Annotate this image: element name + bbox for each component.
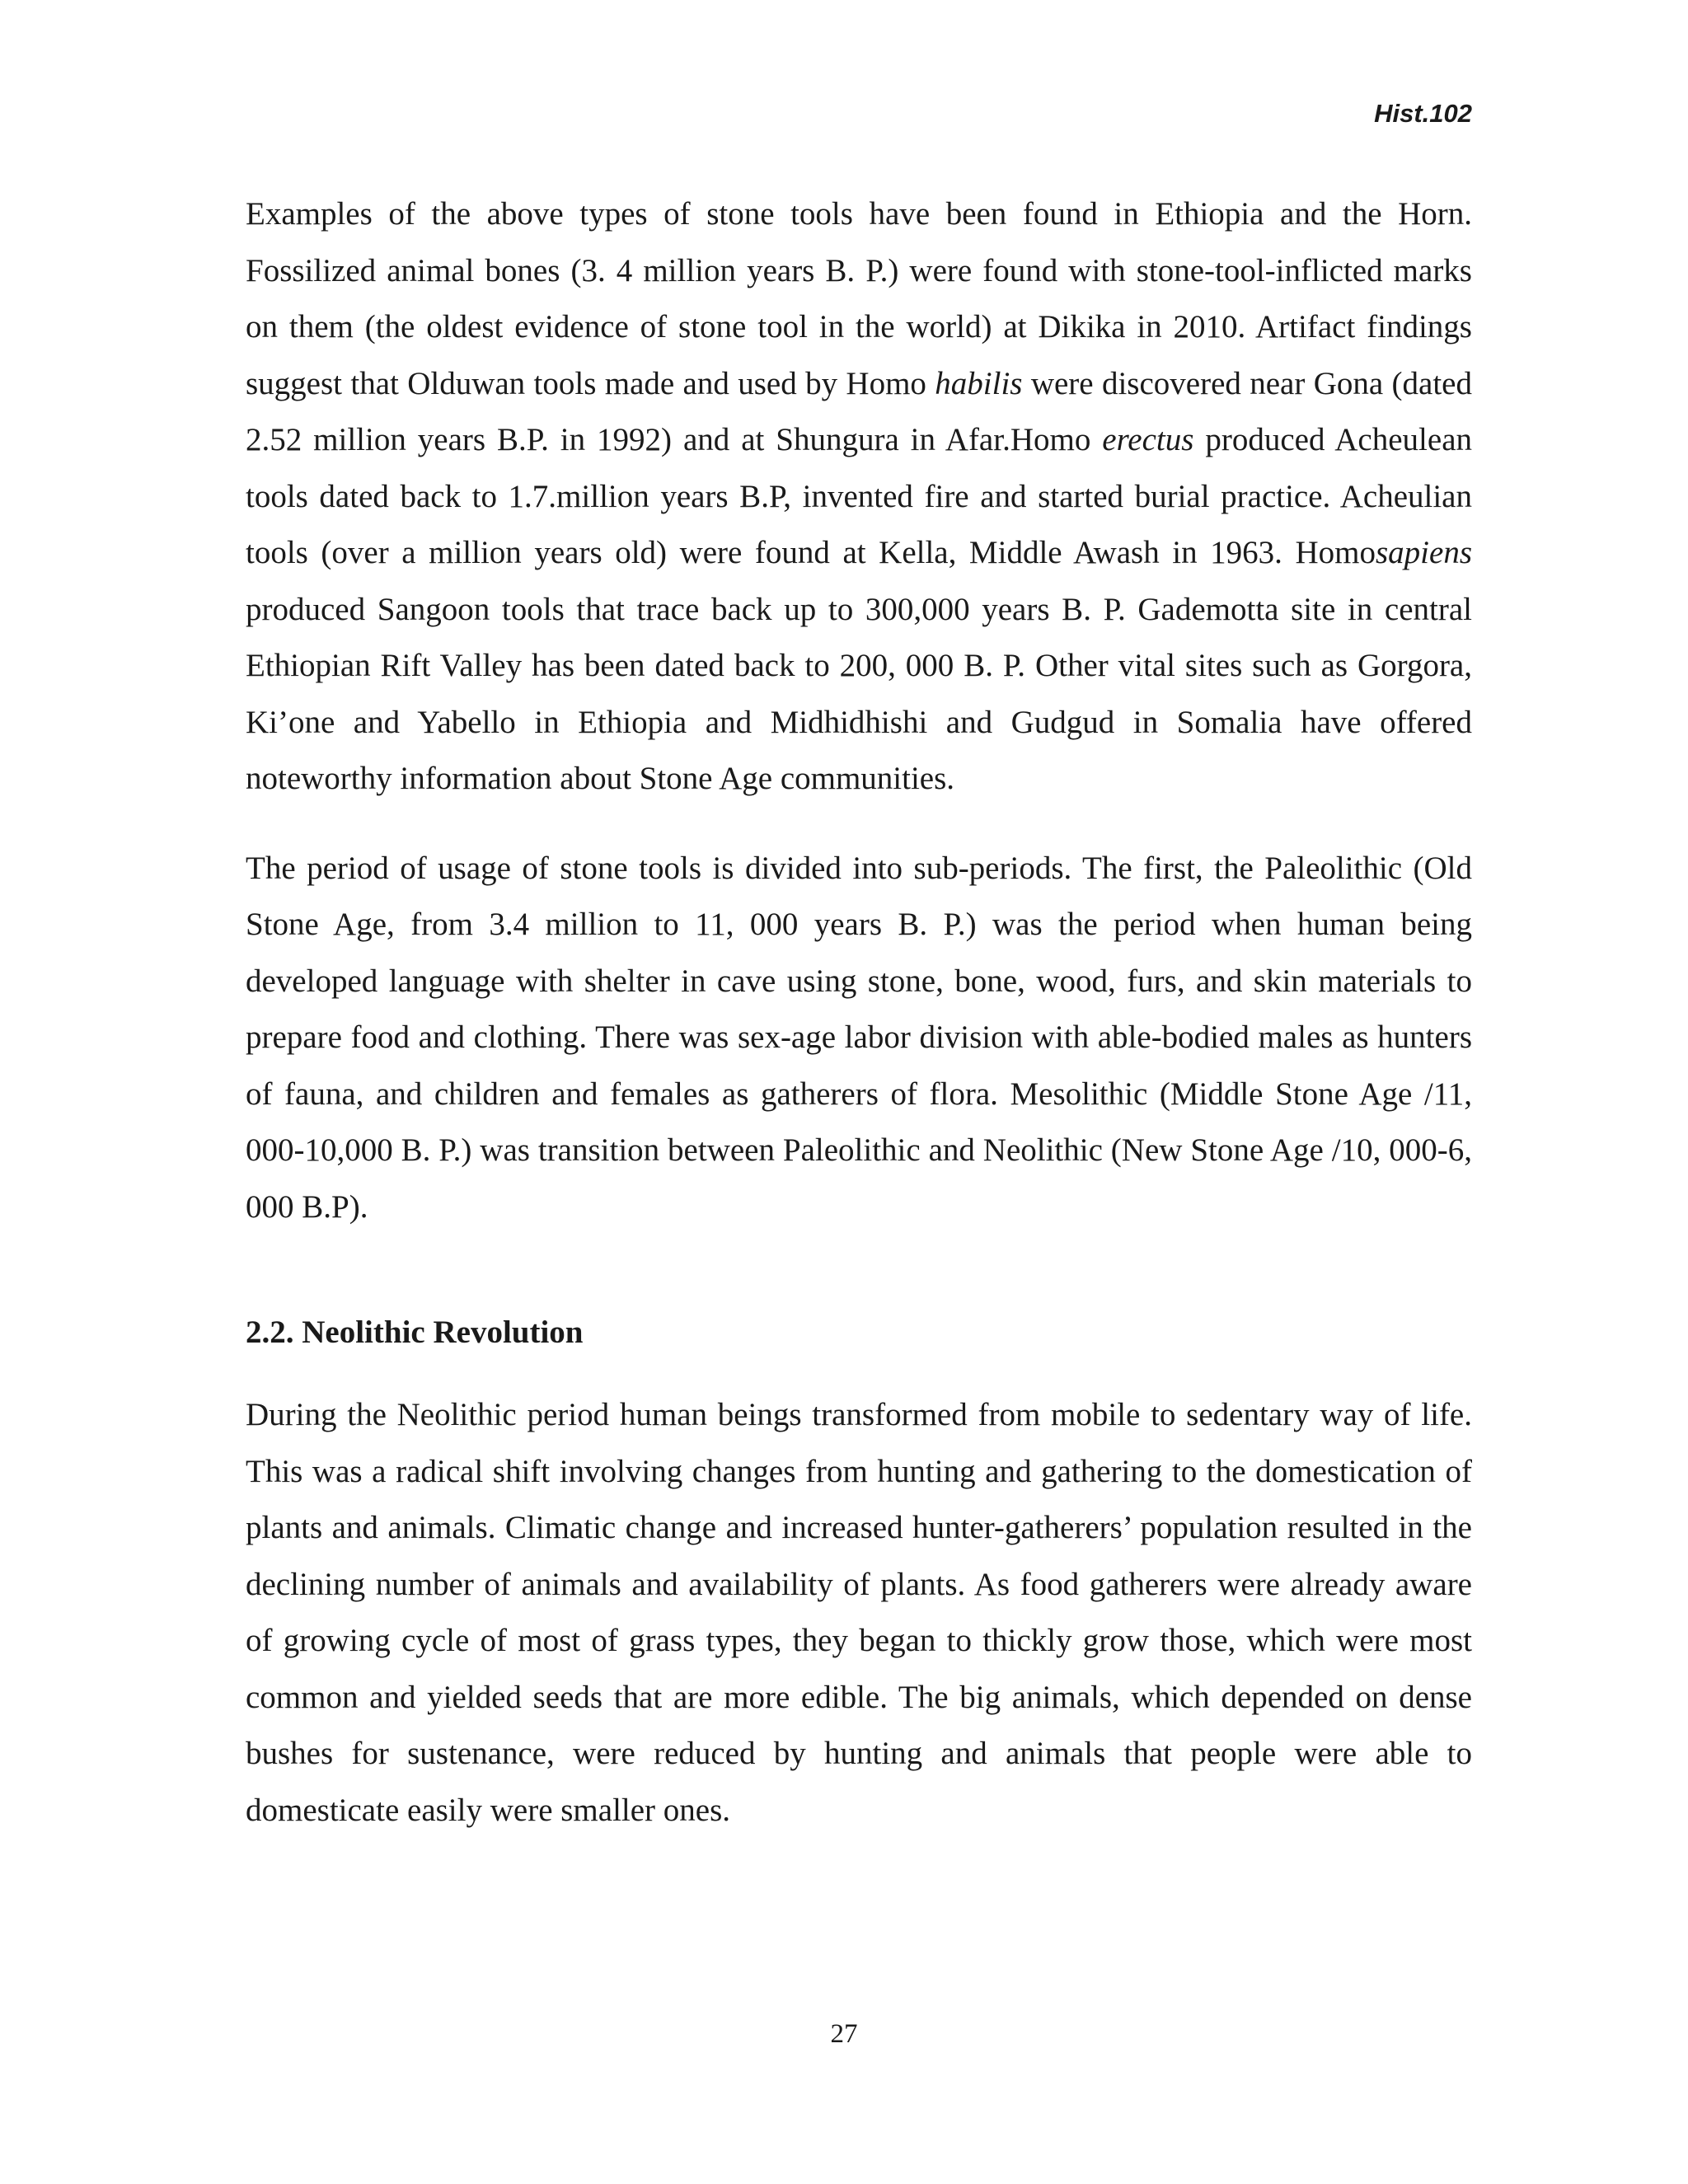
italic-term-sapiens: sapiens (1376, 535, 1472, 570)
section-heading: 2.2. Neolithic Revolution (246, 1315, 584, 1350)
paragraph-text: produced Sangoon tools that trace back up to 300,000 years B. P. Gademotta site in central Ethiopian Rift Valley has been dated back to 200, 000 B. P. Other vital sites such as Gorgora, Ki’one and Yabello in Ethiopia and Midhidhishi and Gudgud in Somalia have offered noteworthy information about Stone Age communities. (246, 591, 1472, 796)
paragraph-text: produced Acheulean tools dated back to 1.7.million years B.P, invented fire and started burial practice. Acheulian tools (over a million years old) were found at Kella, Middle Awash in 1963. Homo (246, 422, 1472, 570)
paragraph-text: were discovered near Gona (dated 2.52 million years B.P. in 1992) and at Shungura in Afar.Homo (246, 365, 1472, 457)
paragraph-stone-age-periods: The period of usage of stone tools is divided into sub-periods. The first, the Paleolithic (Old Stone Age, from 3.4 million to 11, 000 years B. P.) was the period when human being developed language with shelter in cave using stone, bone, wood, furs, and skin materials to prepare food and clothing. There was sex-age labor division with able-bodied males as hunters of fauna, and children and females as gatherers of flora. Mesolithic (Middle Stone Age /11, 000-10,000 B. P.) was transition between Paleolithic and Neolithic (New Stone Age /10, 000-6, 000 B.P). (246, 850, 1472, 1225)
running-header: Hist.102 (1374, 99, 1472, 128)
paragraph-stone-tools-ethiopia (246, 186, 1472, 808)
paragraph-text: Examples of the above types of stone tools have been found in Ethiopia and the Horn. Fossilized animal bones (3. 4 million years B. P.) were found with stone-tool-inflicted marks on them (the oldest evidence of stone tool in the world) at Dikika in 2010. Artifact findings suggest that Olduwan tools made and used by Homo (246, 196, 1472, 401)
italic-term-habilis: habilis (935, 365, 1023, 401)
italic-term-erectus: erectus (1102, 422, 1194, 457)
page-number: 27 (830, 2019, 858, 2049)
paragraph-neolithic-period: During the Neolithic period human beings transformed from mobile to sedentary way of life. This was a radical shift involving changes from hunting and gathering to the domestication of plants and animals. Climatic change and increased hunter-gatherers’ population resulted in the declining number of animals and availability of plants. As food gatherers were already aware of growing cycle of most of grass types, they began to thickly grow those, which were most common and yielded seeds that are more edible. The big animals, which depended on dense bushes for sustenance, were reduced by hunting and animals that people were able to domesticate easily were smaller ones. (246, 1397, 1472, 1828)
body-text (246, 186, 1472, 1839)
